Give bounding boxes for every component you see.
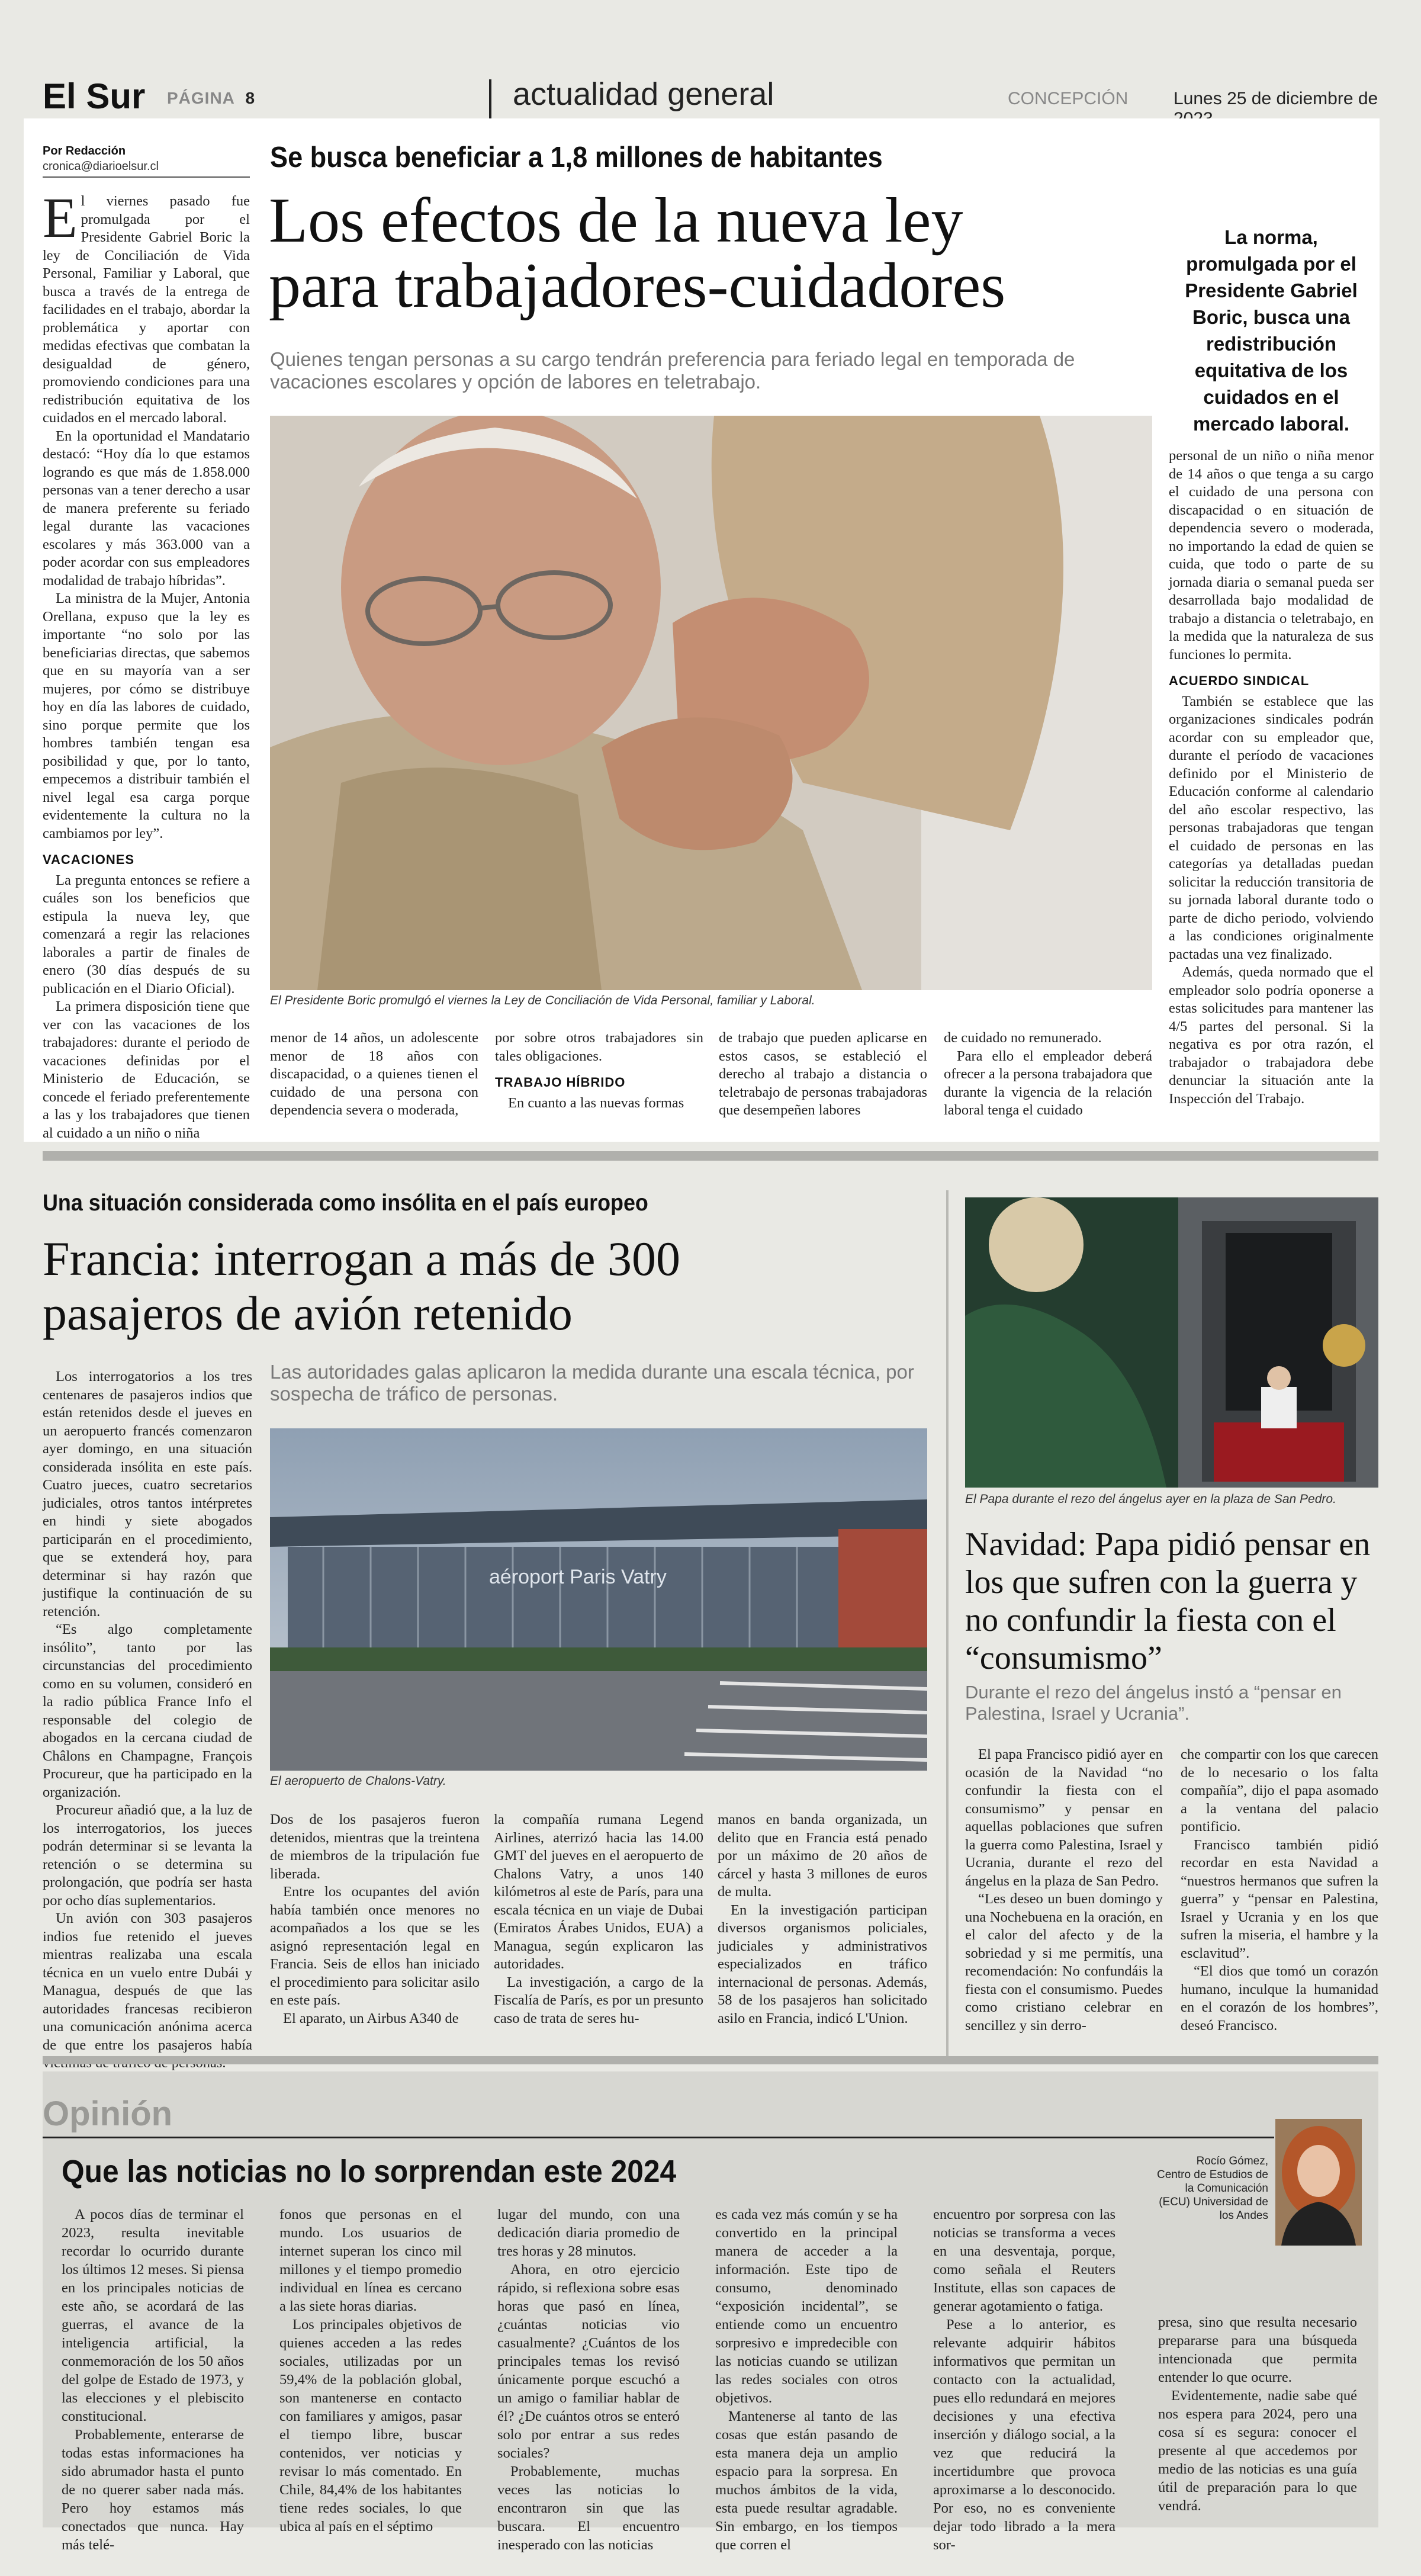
article1-paragraph: menor de 14 años, un adolescente menor de 18 años con discapacidad, o a quienes tienen el cuidado de una persona con dependencia severa o moderada, xyxy=(270,1030,478,1118)
article3-subheadline: Durante el rezo del ángelus instó a “pensar en Palestina, Israel y Ucrania”. xyxy=(965,1682,1342,1724)
headline-line-2: para trabajadores-cuidadores xyxy=(269,250,1006,321)
article1-column-5 xyxy=(944,1029,1152,1120)
opinion-paragraph: Ahora, en otro ejercicio rápido, si reflexiona sobre esas horas que pasó en línea, ¿cuántas noticias vio casualmente? ¿Cuántos de los principales temas los revisó únicamente porque escuchó a un amigo o familiar hablar de él? ¿De cuántos otros se enteró solo por entrar a sus redes sociales? xyxy=(497,2262,680,2461)
opinion-paragraph: Probablemente, enterarse de todas estas informaciones ha sido abrumador hasta el punto de no querer saber nada más. Pero hoy estamos más conectados que nunca. Hay más telé- xyxy=(62,2427,244,2553)
article2-column-4 xyxy=(718,1811,927,2028)
pope-balcony-illustration xyxy=(965,1197,1378,1488)
opinion-rule xyxy=(43,2137,1274,2138)
author-info xyxy=(1152,2154,1268,2222)
article1-paragraph: por sobre otros trabajadores sin tales obligaciones. xyxy=(495,1030,703,1064)
opinion-paragraph: A pocos días de terminar el 2023, resulta inevitable recordar lo ocurrido durante los últimos 12 meses. Si piensa en los principales noticias de este año, se acordará de las guerras, el avance de la inteligencia artificial, la conmemoración de los 50 años del golpe de Estado de 1973, y las elecciones y el plebiscito constitucional. xyxy=(62,2206,244,2424)
pope-photo-caption: El Papa durante el rezo del ángelus ayer en la plaza de San Pedro. xyxy=(965,1492,1336,1506)
article2-column-1 xyxy=(43,1368,252,2073)
opinion-section-title: Opinión xyxy=(43,2095,173,2133)
headline-line-1: Los efectos de la nueva ley xyxy=(269,185,963,256)
article1-column-2 xyxy=(270,1029,478,1120)
pullquote: La norma, promulgada por el Presidente Gabriel Boric, busca una redistribución equitativa de los cuidados en el mercado laboral. xyxy=(1185,226,1358,435)
article1-paragraph: La pregunta entonces se refiere a cuáles son los beneficios que estipula la nueva ley, que comenzará a regir las relaciones laborales a partir de finales de enero (30 días después de su publicación en el Diario Oficial). xyxy=(43,872,250,997)
article2-paragraph: “Es algo completamente insólito”, tanto por las circunstancias del procedimiento como en su volumen, consideró en la radio pública France Info el responsable del colegio de abogados en la cercana ciudad de Châlons en Champagne, François Procureur, que ha participado en la organización. xyxy=(43,1621,252,1800)
elderly-man-illustration xyxy=(270,416,1152,990)
section-title: actualidad general xyxy=(513,76,774,112)
column-divider xyxy=(946,1190,949,2062)
article2-paragraph: El aparato, un Airbus A340 de xyxy=(283,2010,459,2026)
header-divider xyxy=(489,79,491,118)
article2-headline-line-1: Francia: interrogan a más de 300 xyxy=(43,1232,681,1286)
airport-photo-caption: El aeropuerto de Chalons-Vatry. xyxy=(270,1774,446,1788)
article2-subheadline: Las autoridades galas aplicaron la medida durante una escala técnica, por sospecha de tráfico de personas. xyxy=(270,1361,914,1405)
article1-paragraph: Además, queda normado que el empleador solo podría oponerse a estas solicitudes para mantener las 4/5 partes del personal. Si la negativa es por otra razón, el trabajador o trabajadora debe denunciar la situación ante la Inspección del Trabajo. xyxy=(1169,964,1374,1107)
article1-column-3 xyxy=(495,1029,703,1112)
opinion-headline: Que las noticias no lo sorprendan este 2024 xyxy=(62,2154,677,2189)
article1-paragraph: La primera disposición tiene que ver con las vacaciones de los trabajadores: durante el periodo de vacaciones definidas por el Ministerio de Educación, se concede el feriado preferentemente a las y los trabajadores que tienen al cuidado a un niño o niña xyxy=(43,998,250,1141)
subhead-vacaciones: VACACIONES xyxy=(43,852,135,867)
article2-paragraph: la compañía rumana Legend Airlines, aterrizó hacia las 14.00 GMT del jueves en el aeropuerto de Chalons Vatry, a unos 140 kilómetros al este de París, para una escala técnica en un viaje de Dubai (Emiratos Árabes Unidos, EUA) a Managua, según explicaron las autoridades. xyxy=(494,1811,703,1972)
opinion-paragraph: encuentro por sorpresa con las noticias se transforma a veces en una desventaja, porque, como señala el Reuters Institute, ellas son capaces de generar agotamiento o fatiga. xyxy=(933,2206,1115,2314)
headline xyxy=(269,185,1006,321)
article1-paragraph: La ministra de la Mujer, Antonia Orellana, expuso que la ley es importante “no solo por las beneficiarias directas, que sabemos que en su mayoría van a ser mujeres, por cómo se distribuye hoy en día las labores de cuidado, sino porque permite que los hombres también tengan esa posibilidad y que, por lo tanto, empecemos a distribuir también el nivel legal esa carga porque evidentemente la cultura no la cambiamos por ley”. xyxy=(43,590,250,841)
subheadline: Quienes tengan personas a su cargo tendrán preferencia para feriado legal en temporada de vacaciones escolares y opción de labores en teletrabajo. xyxy=(270,348,1075,393)
article2-paragraph: Un avión con 303 pasajeros indios fue retenido el jueves mientras realizaba una escala técnica en un vuelo entre Dubái y Managua, después de que las autoridades francesas recibieron una comunicación anónima acerca de que entre los pasajeros había xyxy=(43,1910,252,2053)
article1-paragraph: l viernes pasado fue promulgada por el Presidente Gabriel Boric la ley de Conciliación de Vida Personal, Familiar y Laboral, que busca a través de la entrega de facilidades en el trabajo, abordar la problemática y aportar con medidas efectivas que combatan la desigualdad de género, promoviendo condiciones para una redistribución equitativa de los cuidados en el mercado laboral. xyxy=(43,193,250,426)
author-name: Rocío Gómez, xyxy=(1196,2155,1268,2167)
article2-paragraph: Entre los ocupantes del avión había también once menores no acompañados a los que se les asignó representación legal en Francia. Seis de ellos han iniciado el procedimiento para solicitar asilo en este país. xyxy=(270,1884,480,2008)
article2-paragraph: manos en banda organizada, un delito que en Francia está penado por un máximo de 20 años de cárcel y hasta 3 millones de euros de multa. xyxy=(718,1811,927,1900)
opinion-column-2 xyxy=(279,2205,462,2536)
main-photo-caption: El Presidente Boric promulgó el viernes la Ley de Conciliación de Vida Personal, familiar y Laboral. xyxy=(270,994,815,1007)
article2-paragraph: Los interrogatorios a los tres centenares de pasajeros indios que están retenidos desde el jueves en un aeropuerto francés comenzaron ayer domingo, en una situación considerada insólita en este país. Cuatro jueces, cuatro secretarios judiciales, otros tantos intérpretes en hindi y siete abogados participarán en el procedimiento, que se extenderá hoy, para determinar si hay razón que justifique la continuación de su retención. xyxy=(43,1369,252,1620)
article2-kicker: Una situación considerada como insólita en el país europeo xyxy=(43,1190,648,1216)
article1-column-right xyxy=(1169,447,1374,1108)
article3-paragraph: El papa Francisco pidió ayer en ocasión de la Navidad “no confundir la fiesta con el consumismo” y pensar en aquellas poblaciones que sufren la guerra como Palestina, Israel y Ucrania, durante el rezo del ángelus en la plaza de San Pedro. xyxy=(965,1746,1163,1889)
opinion-paragraph: Mantenerse al tanto de las cosas que están pasando de esta manera deja un amplio espacio para la sorpresa. En muchos ámbitos de la vida, esta puede resultar agradable. Sin embargo, en los tiempos que corren el xyxy=(715,2408,898,2553)
article2-paragraph: La investigación, a cargo de la Fiscalía de París, es por un presunto caso de trata de seres hu- xyxy=(494,1974,703,2026)
opinion-paragraph: lugar del mundo, con una dedicación diaria promedio de tres horas y 28 minutos. xyxy=(497,2206,680,2259)
article3-headline: Navidad: Papa pidió pensar en los que sufren con la guerra y no confundir la fiesta con el “consumismo” xyxy=(965,1526,1371,1676)
article2-paragraph: En la investigación participan diversos organismos policiales, judiciales y administrativos especializados en tráfico internacional de personas. Además, 58 de los pasajeros han solicitado asilo en Francia, indicó L'Union. xyxy=(718,1902,927,2026)
article1-column-4 xyxy=(719,1029,927,1120)
opinion-paragraph: Probablemente, muchas veces las noticias lo encontraron sin que las buscara. El encuentro inesperado con las noticias xyxy=(497,2463,680,2553)
airport-photo xyxy=(270,1428,927,1771)
byline-email: cronica@diarioelsur.cl xyxy=(43,160,159,173)
article3-paragraph: “Les deseo un buen domingo y una Nochebuena en la oración, en el calor del afecto y de la sobriedad y si me permitís, una recomendación: No confundáis la fiesta con el consumismo. Puedes como cristiano celebrar en sencillez y sin derro- xyxy=(965,1891,1163,2034)
subhead-trabajo-hibrido: TRABAJO HÍBRIDO xyxy=(495,1075,626,1090)
page-label-text: PÁGINA xyxy=(167,89,235,107)
article1-paragraph: de cuidado no remunerado. xyxy=(944,1030,1102,1046)
opinion-column-6 xyxy=(1158,2313,1357,2515)
byline-rule xyxy=(43,176,250,178)
page-label xyxy=(167,89,255,108)
article1-column-1 xyxy=(43,186,250,1142)
opinion-column-3 xyxy=(497,2205,680,2554)
pope-photo xyxy=(965,1197,1378,1488)
article1-paragraph: personal de un niño o niña menor de 14 años o que tenga a su cargo el cuidado de una persona con discapacidad o en situación de dependencia severo o moderada, no importando la edad de quien se cuida, que todo o parte de su jornada diaria o semanal pueda ser desarrollada bajo modalidad de trabajo a distancia o teletrabajo, en la medida que la naturaleza de sus funciones lo permita. xyxy=(1169,448,1374,663)
section-separator xyxy=(43,1151,1378,1161)
opinion-paragraph: es cada vez más común y se ha convertido en la principal manera de acceder a la información. Este tipo de consumo, denominado “exposición incidental”, se entiende como un encuentro sorpresivo e impredecible con las noticias cuando se utilizan las redes sociales con otros objetivos. xyxy=(715,2206,898,2406)
opinion-paragraph: Evidentemente, nadie sabe qué nos espera para 2024, pero una cosa sí es segura: conocer el presente al que accedemos por medio de las noticias es una guía útil de preparación para lo que vendrá. xyxy=(1158,2388,1357,2514)
byline: Por Redacción xyxy=(43,144,126,158)
article1-paragraph: En la oportunidad el Mandatario destacó: “Hoy día lo que estamos logrando es que más de 1.858.000 personas van a tener derecho a usar de manera preferente su feriado legal durante las vacaciones escolares y más 363.000 van a poder acordar con sus empleadores modalidad de trabajo híbridas”. xyxy=(43,428,250,589)
dropcap: E xyxy=(43,186,78,249)
opinion-paragraph: fonos que personas en el mundo. Los usuarios de internet superan los cinco mil millones y el tiempo promedio individual en línea es cercano a las siete horas diarias. xyxy=(279,2206,462,2314)
article3-column-2 xyxy=(1181,1746,1378,2035)
kicker: Se busca beneficiar a 1,8 millones de habitantes xyxy=(270,142,883,174)
author-avatar xyxy=(1275,2119,1362,2246)
opinion-paragraph: presa, sino que resulta necesario prepararse para una búsqueda intencionada que permita entender lo que ocurre. xyxy=(1158,2314,1357,2385)
opinion-column-5 xyxy=(933,2205,1115,2554)
opinion-column-4 xyxy=(715,2205,898,2554)
author-portrait-illustration xyxy=(1275,2119,1362,2246)
article1-paragraph: de trabajo que pueden aplicarse en estos casos, se estableció el derecho al trabajo a distancia o teletrabajo de personas trabajadoras que desempeñen labores xyxy=(719,1030,927,1118)
header-city: CONCEPCIÓN xyxy=(1008,89,1129,108)
article2-paragraph: Dos de los pasajeros fueron detenidos, mientras que la treintena de miembros de la tripulación fue liberada. xyxy=(270,1811,480,1882)
opinion-paragraph: Los principales objetivos de quienes acceden a las redes sociales, utilizadas por un 59,4% de la población global, son mantenerse en contacto con familiares y amigos, pasar el tiempo libre, buscar contenidos, ver noticias y revisar lo más comentado. En Chile, 84,4% de los habitantes tiene redes sociales, lo que ubica al país en el séptimo xyxy=(279,2317,462,2535)
article2-paragraph: Procureur añadió que, a la luz de los interrogatorios, los jueces podrán determinar si se levanta la retención o se determina su prolongación, que podría ser hasta por ocho días suplementarios. xyxy=(43,1802,252,1909)
article1-paragraph: Para ello el empleador deberá ofrecer a la persona trabajadora que durante la vigencia de la relación laboral tenga el cuidado xyxy=(944,1048,1152,1118)
brand-logo: El Sur xyxy=(43,76,146,116)
article2-column-2 xyxy=(270,1811,480,2028)
opinion-paragraph: Pese a lo anterior, es relevante adquirir hábitos informativos que permitan un contacto con la actualidad, pues ello redundará en mejores decisiones y una efectiva inserción y diálogo social, a la vez que reducirá la incertidumbre que provoca aproximarse a lo desconocido. Por eso, no es conveniente dejar todo librado a la mera sor- xyxy=(933,2317,1115,2553)
article1-paragraph: También se establece que las organizaciones sindicales podrán acordar con su empleador que, durante el período de vacaciones definido por el Ministerio de Educación conforme al calendario del año escolar respectivo, las personas trabajadoras que tengan el cuidado de personas en las categorías ya detalladas puedan solicitar la reducción transitoria de su jornada laboral durante todo o parte de dicho periodo, volviendo a las condiciones originalmente pactadas una vez finalizado. xyxy=(1169,693,1374,962)
main-photo xyxy=(270,416,1152,990)
article3-column-1 xyxy=(965,1746,1163,2035)
article2-headline-line-2: pasajeros de avión retenido xyxy=(43,1286,573,1340)
airport-sign: aéroport Paris Vatry xyxy=(489,1566,667,1588)
header-date: Lunes 25 de diciembre de xyxy=(1174,89,1378,108)
airport-terminal-illustration xyxy=(270,1428,927,1771)
article2-headline xyxy=(43,1232,680,1341)
subhead-acuerdo-sindical: ACUERDO SINDICAL xyxy=(1169,673,1310,688)
article3-paragraph: “El dios que tomó un corazón humano, inculque la humanidad en el corazón de los hombres”, deseó Francisco. xyxy=(1181,1963,1378,2034)
article3-paragraph: Francisco también pidió recordar en esta Navidad a “nuestros hermanos que sufren la guerra” y “pensar en Palestina, Israel y Ucrania y en los que sufren la miseria, el hambre y la esclavitud”. xyxy=(1181,1836,1378,1961)
page-number: 8 xyxy=(245,89,256,107)
section-separator xyxy=(43,2056,1378,2064)
article3-paragraph: che compartir con los que carecen de lo necesario o los falta compañía”, dijo el papa asomado a la ventana del palacio pontificio. xyxy=(1181,1746,1378,1835)
opinion-column-1 xyxy=(62,2205,244,2554)
article1-paragraph: En cuanto a las nuevas formas xyxy=(508,1094,684,1111)
article2-column-3 xyxy=(494,1811,703,2028)
author-role: Centro de Estudios de la Comunicación (ECU) Universidad de los Andes xyxy=(1156,2169,1268,2222)
